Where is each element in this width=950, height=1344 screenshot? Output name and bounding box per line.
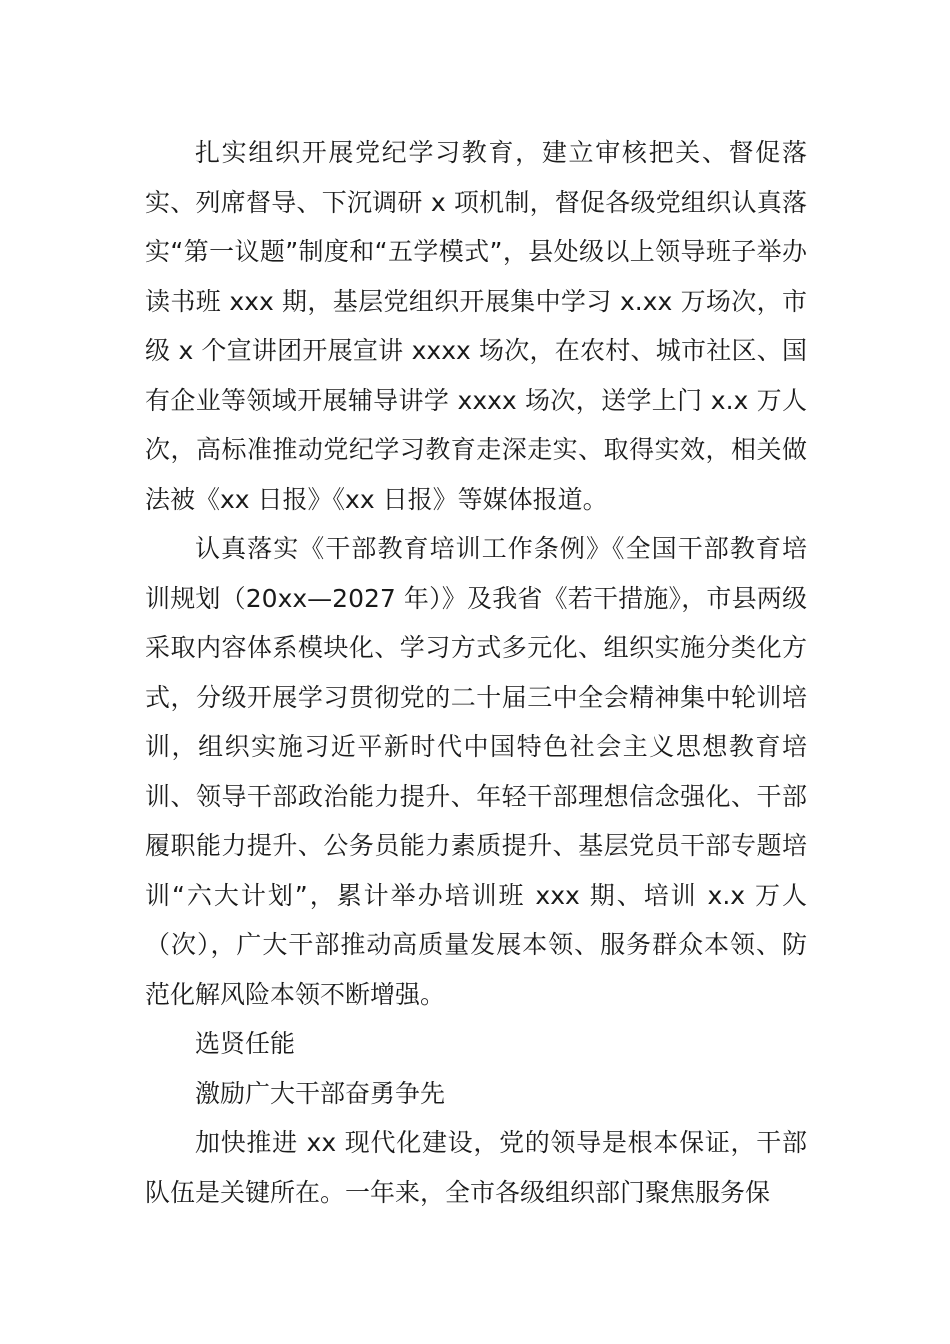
section-subheading-motivate-cadres: 激励广大干部奋勇争先 [195,1078,446,1108]
document-body [145,128,807,1217]
paragraph-party-discipline-education: 扎实组织开展党纪学习教育，建立审核把关、督促落实、列席督导、下沉调研 x 项机制，督促各级党组织认真落实“第一议题”制度和“五学模式”，县处级以上领导班子举办读书班 xxx 期，基层党组织开展集中学习 x.xx 万场次，市级 x 个宣讲团开展宣讲 xxxx 场次，在农村、城市社区、国有企业等领域开展辅导讲学 xxxx 场次，送学上门 x.x 万人次，高标准推动党纪学习教育走深走实、取得实效，相关做法被《xx 日报》《xx 日报》等媒体报道。 [145,138,807,514]
section-heading-select-talent: 选贤任能 [195,1029,296,1058]
paragraph-cadre-training: 认真落实《干部教育培训工作条例》《全国干部教育培训规划（20xx—2027 年）》及我省《若干措施》，市县两级采取内容体系模块化、学习方式多元化、组织实施分类化方式，分级开展学习贯彻党的二十届三中全会精神集中轮训培训，组织实施习近平新时代中国特色社会主义思想教育培训、领导干部政治能力提升、年轻干部理想信念强化、干部履职能力提升、公务员能力素质提升、基层党员干部专题培训“六大计划”，累计举办培训班 xxx 期、培训 x.x 万人（次），广大干部推动高质量发展本领、服务群众本领、防范化解风险本领不断增强。 [145,534,807,1009]
paragraph-modernization: 加快推进 xx 现代化建设，党的领导是根本保证，干部队伍是关键所在。一年来，全市各级组织部门聚焦服务保 [145,1128,807,1207]
